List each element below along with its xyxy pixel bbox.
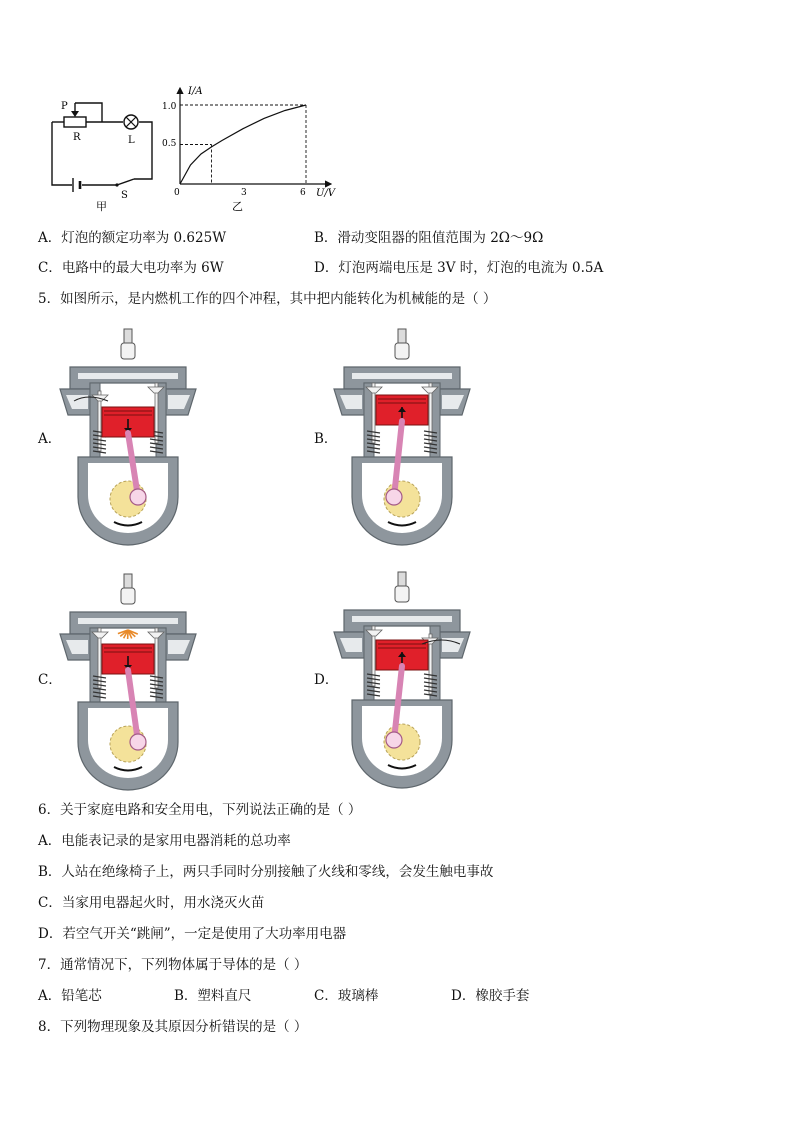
q7-option-d[interactable]: D．橡胶手套 [451,988,530,1004]
spark-plug-body [121,588,135,604]
q5-label-a[interactable]: A． [38,431,62,447]
spark-plug-body [395,586,409,602]
head-channel [78,373,178,379]
iu-graph [162,82,342,217]
circuit-diagram [44,95,164,215]
q5-label-d[interactable]: D． [314,672,339,688]
head-channel [78,618,178,624]
label-p: P [61,101,68,112]
q4-option-d[interactable]: D．灯泡两端电压是 3V 时，灯泡的电流为 0.5A [314,260,604,276]
engine-diagram-c[interactable] [58,572,198,792]
x-axis-label: U/V [316,188,336,199]
q5-label-c[interactable]: C． [38,672,62,688]
label-l: L [128,135,135,146]
spark-plug-body [395,343,409,359]
q5-label-b[interactable]: B． [314,431,338,447]
y-tick-1: 1.0 [162,102,177,112]
origin-label: 0 [174,188,180,198]
engine-diagram-d[interactable] [332,570,472,790]
q7-option-c[interactable]: C．玻璃棒 [314,988,379,1004]
label-s: S [121,190,128,201]
q4-option-a[interactable]: A．灯泡的额定功率为 0.625W [38,230,227,246]
engine-diagram-b[interactable] [332,327,472,555]
spark-plug-top [124,574,132,588]
q7-option-a[interactable]: A．铅笔芯 [38,988,102,1004]
crank-pin [130,489,146,505]
q4-option-b[interactable]: B．滑动变阻器的阻值范围为 2Ω～9Ω [314,230,544,246]
y-tick-05: 0.5 [162,139,177,149]
label-r: R [73,132,81,143]
crank-pin [130,734,146,750]
q6-option-d[interactable]: D．若空气开关“跳闸”，一定是使用了大功率用电器 [38,926,347,942]
crank-pin [386,489,402,505]
q7-option-b[interactable]: B．塑料直尺 [174,988,252,1004]
iu-curve [180,105,306,184]
head-channel [352,373,452,379]
x-tick-3: 3 [241,188,247,198]
q6-option-b[interactable]: B．人站在绝缘椅子上，两只手同时分别接触了火线和零线，会发生触电事故 [38,864,494,880]
engine-diagram-a[interactable] [58,327,198,555]
spark-plug-body [121,343,135,359]
head-channel [352,616,452,622]
x-tick-6: 6 [300,188,306,198]
q5-stem: 5．如图所示，是内燃机工作的四个冲程，其中把内能转化为机械能的是（ ） [38,291,497,307]
q6-option-a[interactable]: A．电能表记录的是家用电器消耗的总功率 [38,833,291,849]
q6-stem: 6．关于家庭电路和安全用电，下列说法正确的是（ ） [38,802,362,818]
spark-plug-top [398,572,406,586]
q4-option-c[interactable]: C．电路中的最大电功率为 6W [38,260,224,276]
resistor-symbol [64,117,86,127]
q8-stem: 8．下列物理现象及其原因分析错误的是（ ） [38,1019,308,1035]
crank-pin [386,732,402,748]
q7-stem: 7．通常情况下，下列物体属于导体的是（ ） [38,957,308,973]
switch-symbol [117,179,134,185]
y-axis-label: I/A [188,86,203,97]
spark-plug-top [124,329,132,343]
circuit-caption: 甲 [96,200,107,213]
graph-caption: 乙 [232,200,243,213]
slider-arrow-icon [71,111,79,117]
spark-plug-top [398,329,406,343]
q6-option-c[interactable]: C．当家用电器起火时，用水浇灭火苗 [38,895,265,911]
